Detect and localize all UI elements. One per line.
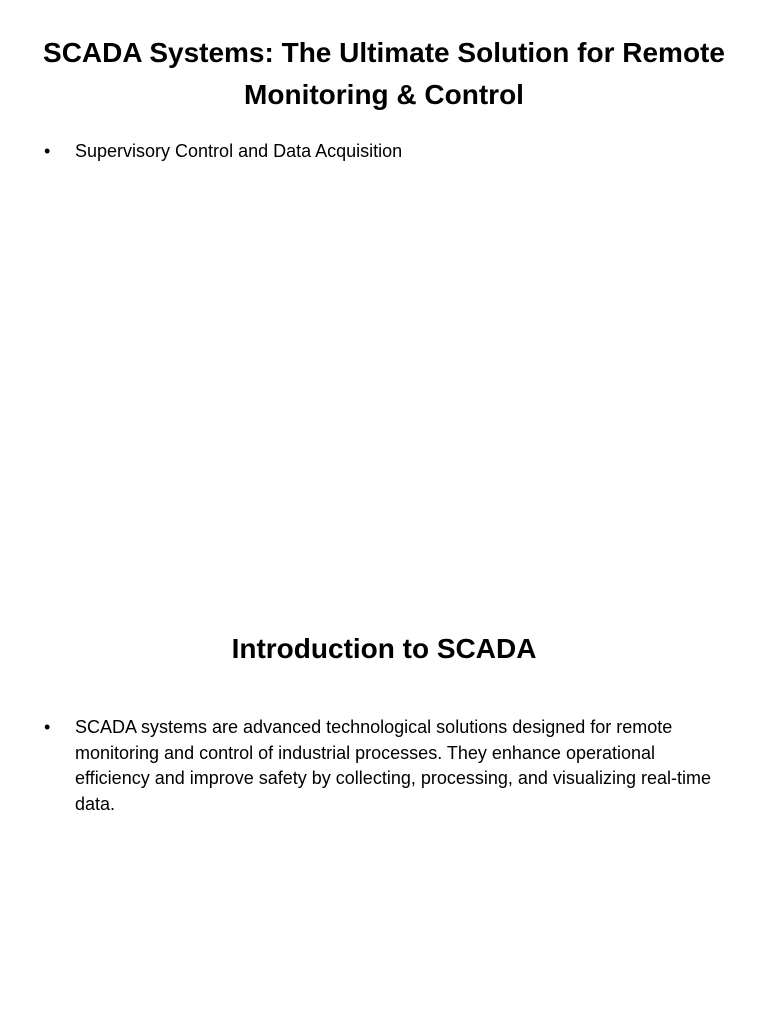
bullet-icon: • [44,717,51,737]
slide-1-title: SCADA Systems: The Ultimate Solution for Remote Monitoring & Control [43,37,725,110]
slide-1-bullet-list [44,139,724,165]
bullet-text: SCADA systems are advanced technological solutions designed for remote monitoring and control of industrial processes. They enhance operational efficiency and improve safety by collecting, processing, and visualizing real-time data. [75,717,711,814]
bullet-item [44,715,724,817]
slide-2 [0,576,768,1024]
bullet-item [44,139,724,165]
bullet-icon: • [44,141,51,161]
slide-2-bullet-list [44,715,724,817]
slide-2-title: Introduction to SCADA [231,633,537,664]
bullet-text: Supervisory Control and Data Acquisition [75,141,403,161]
